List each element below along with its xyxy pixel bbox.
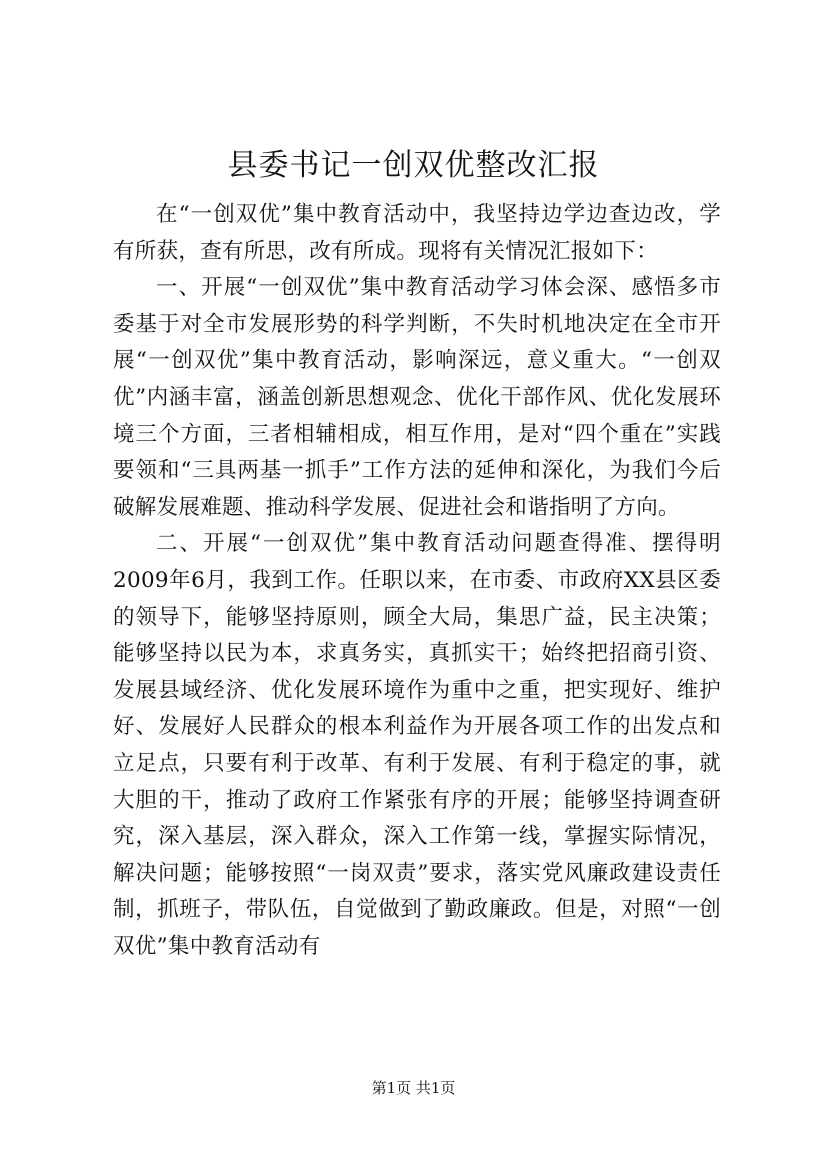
paragraph-section-one: 一、开展“一创双优”集中教育活动学习体会深、感悟多市委基于对全市发展形势的科学判断，不失时机地决定在全市开展“一创双优”集中教育活动，影响深远，意义重大。“一创双优”内涵丰富，涵盖创新思想观念、优化干部作风、优化发展环境三个方面，三者相辅相成，相互作用，是对“四个重在”实践要领和“三具两基一抓手”工作方法的延伸和深化，为我们今后破解发展难题、推动科学发展、促进社会和谐指明了方向。 bbox=[113, 275, 721, 520]
page-number-footer: 第1页 共1页 bbox=[371, 1079, 456, 1097]
paragraph-section-two: 二、开展“一创双优”集中教育活动问题查得准、摆得明2009年6月，我到工作。任职以来，在市委、市政府XX县区委的领导下，能够坚持原则，顾全大局，集思广益，民主决策；能够坚持以民为本，求真务实，真抓实干；始终把招商引资、发展县域经济、优化发展环境作为重中之重，把实现好、维护好、发展好人民群众的根本利益作为开展各项工作的出发点和立足点，只要有利于改革、有利于发展、有利于稳定的事，就大胆的干，推动了政府工作紧张有序的开展；能够坚持调查研究，深入基层，深入群众，深入工作第一线，掌握实际情况，解决问题；能够按照“一岗双责”要求，落实党风廉政建设责任制，抓班子，带队伍，自觉做到了勤政廉政。但是，对照“一创双优”集中教育活动有 bbox=[113, 531, 721, 959]
paragraph-intro: 在“一创双优”集中教育活动中，我坚持边学边查边改，学有所获，查有所思，改有所成。现将有关情况汇报如下： bbox=[113, 202, 721, 264]
document-title: 县委书记一创双优整改汇报 bbox=[227, 148, 600, 183]
document-body bbox=[113, 197, 721, 965]
